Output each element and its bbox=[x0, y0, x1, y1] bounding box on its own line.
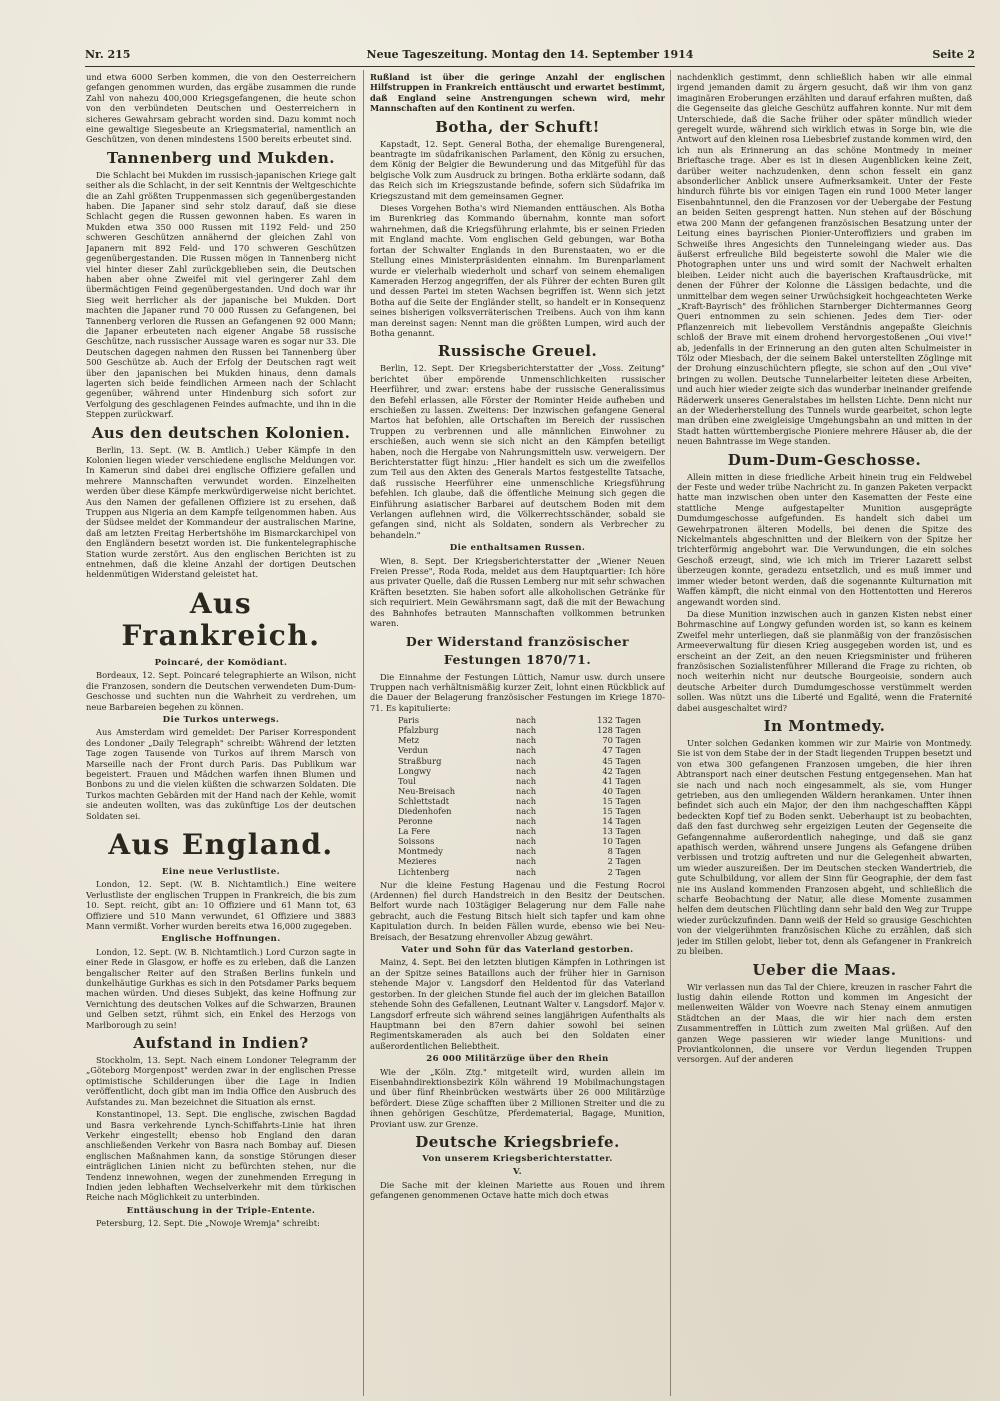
kriegsbriefe-continued: nachdenklich gestimmt, denn schließlich haben wir alle einmal irgend jemanden damit zu ärgern gesucht, daß wir ihm von ganz imaginären Eroberungen erzählten und darauf erfahren mußten, daß die Gegenseite das gleiche Geschütz auffahren konnte. Nur mit dem Unterschiede, daß die Sache früher oder später mündlich wieder geregelt wurde, während sich wirklich etwas in Sorge bin, wie die Antwort auf den kleinen rosa Liebesbrief zustande kommen wird, den ich nun als Erinnerung an das schöne Montmedy in meiner Brieftasche trage. Aber es ist in diesen Augenblicken keine Zeit, darüber weiter nachzudenken, denn schon fesselt ein ganz absonderlicher Anblick unsere Aufmerksamkeit. Unter der Feste hindurch führte bis vor einigen Tagen ein rund 1000 Meter langer Eisenbahntunnel, den die Franzosen vor der Uebergabe der Festung an beiden Seiten gesprengt hatten. Nun stehen auf der Böschung etwa 200 Mann der gefangenen französischen Besatzung unter der Leitung eines bayrischen Pionier-Unteroffiziers und graben im Schweiße ihres Angesichts den Tunneleingang wieder aus. Das äußerst erfreuliche Bild begeisterte sowohl die Maler wie die Photographen unter uns und wird somit der Nachwelt erhalten bleiben. Leider nicht auch die bayerischen Kraftausdrücke, mit denen der Führer der Kolonne die Lässigen bedachte, und die unmittelbar dem wegen seiner Urwüchsigkeit hochgeachteten Werke „Kraft-Bayrisch" des fröhlichen Starnberger Dichtermannes Georg Queri entnommen zu sein schienen. Jedes dem Tier- oder Pflanzenreich mit liebevollem Verständnis angepaßte Gleichnis schloß der Brave mit einem drohend hervorgestoßenen „Oui vive!" ab, jedenfalls in der Erinnerung an den guten alten Schulmeister in Tölz oder Miesbach, der die seinem Bakel unterstellten Zöglinge mit der Drohung einzuschüchtern pflegte, sie schon auf den „Oui vive" bringen zu wollen. Deutsche Tunnelarbeiter leiteten diese Arbeiten, und auch hier wieder zeigte sich das wunderbar ineinander greifende Räderwerk unseres Generalstabes im hellsten Lichte. Denn nicht nur an der Wiederherstellung des Tunnels wurde gearbeitet, schon legte man drüben eine zweigleisige Umgehungsbahn an und mitten in der Stadt hatten württembergische Pioniere mehrere Häuser ab, die der neuen Bahntrasse im Wege standen. bbox=[677, 72, 972, 447]
subheading-vater: Vater und Sohn für das Vaterland gestorben. bbox=[401, 945, 634, 956]
fortress-nach: nach bbox=[515, 715, 537, 726]
column-divider bbox=[363, 70, 364, 1396]
fortress-name: Mezieres bbox=[398, 856, 437, 867]
fortress-row bbox=[370, 867, 665, 877]
subheading-poincare: Poincaré, der Komödiant. bbox=[154, 657, 288, 668]
subheading-rhein: 26 000 Militärzüge über den Rhein bbox=[426, 1054, 609, 1065]
fortress-days: 47 Tagen bbox=[602, 745, 641, 756]
fortress-days: 10 Tagen bbox=[602, 836, 641, 847]
fortress-nach: nach bbox=[515, 856, 537, 867]
article-widerstand: Die Einnahme der Festungen Lüttich, Namur usw. durch unsere Truppen nach verhältnismäßig kurzer Zeit, lohnt einen Rückblick auf die Dauer der Belagerung französischer Festungen im Kriege 1870-71. Es kapitulierte: bbox=[370, 671, 665, 713]
headline-tannenberg: Tannenberg und Mukden. bbox=[107, 148, 335, 167]
fortress-days: 14 Tagen bbox=[602, 816, 641, 827]
article-hoffnungen: London, 12. Sept. (W. B. Nichtamtlich.) Lord Curzon sagte in einer Rede in Glasgow, er hoffe es zu erleben, daß die Lanzen bengalischer Reiter auf den Straßen Berlins funkeln und dunkelhäutige Gurkhas es sich in den Potsdamer Parks bequem machen würden. Und dieses Subjekt, das keine Hoffnung zur Vernichtung des deutschen Volkes auf die Schwarzen, Braunen und Gelben setzt, rühmt sich, ein Enkel des Herzogs von Marlborough zu sein! bbox=[86, 946, 356, 1030]
page-number: Seite 2 bbox=[932, 48, 975, 61]
fortress-row bbox=[370, 735, 665, 745]
fortress-name: Schlettstadt bbox=[398, 795, 450, 806]
fortress-nach: nach bbox=[515, 735, 537, 746]
fortress-row bbox=[370, 796, 665, 806]
fortress-name: Peronne bbox=[398, 816, 433, 827]
article-greuel: Berlin, 12. Sept. Der Kriegsberichterstatter der „Voss. Zeitung" berichtet über empörende Unmenschlichkeiten russischer Heerführer, und zwar: erstens habe der russische Generalissimus den Befehl erlassen, alle Förster der Rominter Heide aufheben und erschießen zu lassen. Zweitens: Der inzwischen gefangene General Martos hat befohlen, alle Ortschaften im Bereich der russischen Truppen zu verbrennen und alle männlichen Einwohner zu erschießen, auch wenn sie sich nicht an den Kämpfen beteiligt haben, noch die Hergabe von Nahrungsmitteln usw. verweigern. Der Berichterstatter fügt hinzu: „Hier handelt es sich um die zweifellos zum Teil aus den Akten des Generals Martos festgestellte Tatsache, daß russische Heerführer eine unmenschliche Kriegsführung befehlen. Ich glaube, daß die öffentliche Meinung sich gegen die Einführung asiatischer Barbarei auf deutschem Boden mit dem Verlangen auflehnen wird, die Völkerrechtsschänder, sobald sie gefangen sind, nicht als Soldaten, sondern als Verbrecher zu behandeln." bbox=[370, 363, 665, 540]
fortress-nach: nach bbox=[515, 775, 537, 786]
fortress-name: Diedenhofen bbox=[398, 805, 452, 816]
headline-montmedy: In Montmedy. bbox=[763, 716, 886, 735]
headline-widerstand: Der Widerstand französischer Festungen 1870/71. bbox=[405, 633, 630, 667]
subheading-berichterstatter: Von unserem Kriegsberichterstatter. bbox=[422, 1153, 613, 1164]
fortress-row bbox=[370, 826, 665, 836]
fortress-row bbox=[370, 846, 665, 856]
fortress-days: 128 Tagen bbox=[597, 725, 641, 736]
masthead-rule bbox=[85, 66, 975, 67]
article-kolonien: Berlin, 13. Sept. (W. B. Amtlich.) Ueber Kämpfe in den Kolonien liegen wieder verschiedene englische Meldungen vor. In Kamerun sind dabei drei englische Offiziere gefallen und mehrere Mannschaften verwundet worden. Einzelheiten werden über diese Kämpfe merkwürdigerweise nicht berichtet. Aus den Namen der gefallenen Offiziere ist zu ersehen, daß Truppen aus Nigeria an dem Kampfe teilgenommen haben. Aus der Südsee meldet der Kommandeur der australischen Marine, daß am letzten Freitag Herbertshöhe im Bismarckarchipel von den Engländern besetzt worden ist. Die funkentelegraphische Station wurde zerstört. Aus den englischen Berichten ist zu entnehmen, daß die kleine Anzahl der dortigen Deutschen heldenmütigen Widerstand geleistet hat. bbox=[86, 444, 356, 580]
fortress-days: 132 Tagen bbox=[597, 715, 641, 726]
fortress-row bbox=[370, 756, 665, 766]
fortress-days: 40 Tagen bbox=[602, 785, 641, 796]
headline-dumdum: Dum-Dum-Geschosse. bbox=[727, 450, 922, 469]
fortress-days: 2 Tagen bbox=[607, 866, 641, 877]
fortress-nach: nach bbox=[515, 805, 537, 816]
subheading-hoffnungen: Englische Hoffnungen. bbox=[161, 934, 281, 945]
fortress-name: Metz bbox=[398, 735, 420, 746]
issue-number: Nr. 215 bbox=[85, 48, 131, 61]
fortress-nach: nach bbox=[515, 836, 537, 847]
fortress-nach: nach bbox=[515, 816, 537, 827]
fortress-row bbox=[370, 715, 665, 725]
fortress-days: 42 Tagen bbox=[602, 765, 641, 776]
article-kriegsbriefe: Die Sache mit der kleinen Mariette aus Rouen und ihrem gefangenen genommenen Octave hatte mich doch etwas bbox=[370, 1179, 665, 1201]
article-widerstand-2: Nur die kleine Festung Hagenau und die Festung Rocroi (Ardennen) fiel durch Handstreich in den Besitz der Deutschen. Belfort wurde nach 103tägiger Belagerung nur dem Falle nahe gebracht, auch die Festung Bitsch hielt sich tapfer und kam ohne Kapitulation durch. In beiden Fällen wurde, ebenso wie bei Neu-Breisach, der Besatzung ehrenvoller Abzug gewährt. bbox=[370, 879, 665, 942]
article-tannenberg: Die Schlacht bei Mukden im russisch-japanischen Kriege galt seither als die Schlacht, in der seit Kenntnis der Weltgeschichte die an Zahl größten Truppenmassen sich gegenübergestanden haben. Die Japaner sind sehr stolz darauf, daß sie diese Schlacht gegen die Russen gewonnen haben. Es waren in Mukden etwa 350 000 Russen mit 1192 Feld- und 250 schweren Geschützen annähernd der gleichen Zahl von Japanern mit 892 Feld- und 170 schweren Geschützen gegenübergestanden. Die Russen mögen in Tannenberg nicht viel hinter dieser Zahl zurückgeblieben sein, die Deutschen haben aber ohne Zweifel mit viel geringerer Zahl dem übermächtigen Feind gegenübergestanden. Und doch war ihr Sieg weit herrlicher als der japanische bei Mukden. Dort machten die Japaner rund 70 000 Russen zu Gefangenen, bei Tannenberg verloren die Russen an Gefangenen 92 000 Mann; die Japaner erbeuteten nach eigener Angabe 58 russische Geschütze, nach russischer Aussage waren es sogar nur 33. Die Deutschen dagegen nahmen den Russen bei Tannenberg über 500 Geschütze ab. Auch der Erfolg der Deutschen ragt weit über den japanischen bei Mukden hinaus, denn damals lagerten sich beide feindlichen Armeen nach der Schlacht gegenüber, während unter Hindenburg sich sofort zur Verfolgung des geschlagenen Feindes aufmachte, und ihn in die Steppen zurückwarf. bbox=[86, 169, 356, 420]
article-maas: Wir verlassen nun das Tal der Chiere, kreuzen in rascher Fahrt die lustig dahin eilende Rotton und kommen im Angesicht der meilenweiten Wälder von Woevre nach Stenay einem anmutigen Städtchen an der Maas, die wir hier nach dem ersten Zusammentreffen in Lüttich zum zweiten Mal grüßen. Auf den ganzen Wege passieren wir wieder lange Munitions- und Proviantkolonnen, die unsere vor Verdun liegenden Truppen versorgen. Auf der anderen bbox=[677, 981, 972, 1065]
fortress-name: Pfalzburg bbox=[398, 725, 439, 736]
fortress-name: Lichtenberg bbox=[398, 866, 450, 877]
fortress-nach: nach bbox=[515, 795, 537, 806]
fortress-row bbox=[370, 725, 665, 735]
fortress-name: Toul bbox=[398, 775, 416, 786]
fortress-name: Soissons bbox=[398, 836, 435, 847]
article-botha: Kapstadt, 12. Sept. General Botha, der ehemalige Burengeneral, beantragte im südafrikanischen Parlament, den König zu ersuchen, dem König der Belgier die Bewunderung und das Mitgefühl für das belgische Volk zum Ausdruck zu bringen. Botha erklärte sodann, daß das Reich sich im Kriegszustande befinde, sofern sich Südafrika im Kriegszustand mit dem gemeinsamen Gegner. bbox=[370, 138, 665, 201]
fortress-row bbox=[370, 745, 665, 755]
article-rhein: Wie der „Köln. Ztg." mitgeteilt wird, wurden allein im Eisenbahndirektionsbezirk Köln während 19 Mobilmachungstagen und über fünf Rheinbrücken westwärts über 26 000 Militärzüge befördert. Diese Züge schafften über 2 Millionen Streiter und die zu ihnen gehörigen Geschütze, Pferdematerial, Bagage, Munition, Proviant usw. zur Grenze. bbox=[370, 1066, 665, 1129]
fortress-nach: nach bbox=[515, 785, 537, 796]
fortress-nach: nach bbox=[515, 846, 537, 857]
article-konstantinopel: Konstantinopel, 13. Sept. Die englische, zwischen Bagdad und Basra verkehrende Lynch-Schiffahrts-Linie hat ihren Verkehr eingestellt; ebenso hob England den daran anschließenden Verkehr von Basra nach Bombay auf. Diesen englischen Maßnahmen kann, da sonstige Störungen dieser einträglichen Linien nicht zu befürchten stehen, nur die Tendenz innewohnen, wegen der zunehmenden Erregung in Indien jeden lebhaften Wechselverkehr mit dem türkischen Reiche nach Möglichkeit zu unterbinden. bbox=[86, 1109, 356, 1203]
article-turkos: Aus Amsterdam wird gemeldet: Der Pariser Korrespondent des Londoner „Daily Telegraph" schreibt: Während der letzten Tage zogen Tausende von Turkos auf ihrem Marsch von Marseille nach der Front durch Paris. Das Publikum war begeistert. Frauen und Mädchen warfen ihnen Blumen und Bonbons zu und die vielen küßten die schwarzen Soldaten. Die Turkos machten Gebärden mit der Hand nach der Kehle, womit sie andeuten wollten, was das zukünftige Los der deutschen Soldaten sei. bbox=[86, 727, 356, 821]
fortress-nach: nach bbox=[515, 866, 537, 877]
fortress-days: 15 Tagen bbox=[602, 795, 641, 806]
column-2 bbox=[370, 72, 665, 1394]
fortress-name: Montmedy bbox=[398, 846, 443, 857]
fortress-days: 2 Tagen bbox=[607, 856, 641, 867]
fortress-days: 41 Tagen bbox=[602, 775, 641, 786]
article-enthaltsam: Wien, 8. Sept. Der Kriegsberichterstatter der „Wiener Neuen Freien Presse", Roda Roda, meldet aus dem Hauptquartier: Ich höre aus privater Quelle, daß die Russen Lemberg nur mit sehr schwachen Kräften besetzten. Sie haben sofort alle alkoholischen Getränke für sich requiriert. Mein Gewährsmann sagt, daß die mit der Bewachung des Bahnhofes betrauten Mannschaften vollkommen betrunken waren. bbox=[370, 555, 665, 629]
article-dumdum: Allein mitten in diese friedliche Arbeit hinein trug ein Feldwebel der Feste und weder trübe Nachricht zu. In ganzen Paketen verpackt hatte man inzwischen oben unter den Kasematten der Feste eine stattliche Menge aufgestapelter Munition ausgeprägte Dumdumgeschosse aufgefunden. Es handelt sich dabei um Gewehrpatronen älteren Modells, bei denen die Spitze des Nickelmantels abgeschnitten und der Bleikern von der Spitze her trichterförmig angebohrt war. Die Verwundungen, die ein solches Geschoß erzeugt, sind, wie ich mich im Trierer Lazarett selbst überzeugen konnte, geradezu entsetzlich, und es muß immer und immer wieder betont werden, daß die sogenannte Kulturnation mit Waffen kämpft, die nicht einmal von den Hottentotten und Hereros angewandt worden sind. bbox=[677, 471, 972, 607]
subheading-enthaltsam: Die enthaltsamen Russen. bbox=[449, 543, 586, 554]
fortress-days: 15 Tagen bbox=[602, 805, 641, 816]
article-botha-2: Dieses Vorgehen Botha's wird Niemanden enttäuschen. Als Botha im Burenkrieg das Kommando übernahm, konnte man sofort wahrnehmen, daß die Kriegsführung erlahmte, bis er seinen Frieden mit England machte. Vom englischen Geld gebungen, war Botha fortan der Schwalter Englands in den Burenstaaten, wo er die Stellung eines Ministerpräsidenten einnahm. Im Burenparlament wurde er vielerhalb wiederholt und scharf von seinem ehemaligen Kameraden Herzog angegriffen, der als Führer der echten Buren gilt und dessen Partei im steten Wachsen begriffen ist. Wenn sich jetzt Botha auf die Seite der Engländer stellt, so handelt er in Konsequenz seines bisherigen volksverräterischen Treibens. Auch von ihm kann man dereinst sagen: Nennt man die größten Lumpen, wird auch der Botha genannt. bbox=[370, 203, 665, 338]
section-title-england: Aus England. bbox=[108, 827, 334, 861]
headline-botha: Botha, der Schuft! bbox=[435, 117, 600, 136]
fortress-row bbox=[370, 806, 665, 816]
headline-maas: Ueber die Maas. bbox=[752, 960, 897, 979]
masthead-title: Neue Tageszeitung. Montag den 14. September 1914 bbox=[366, 48, 694, 61]
fortress-name: Paris bbox=[398, 715, 420, 726]
fortress-row bbox=[370, 836, 665, 846]
section-title-frankreich: Aus Frankreich. bbox=[121, 586, 321, 652]
article-indien: Stockholm, 13. Sept. Nach einem Londoner Telegramm der „Göteborg Morgenpost" werden zwar in der englischen Presse optimistische Schilderungen über die Lage in Indien veröffentlicht, doch gibt man im India Office den Ausbruch des Aufstandes zu. Man bezeichnet die Situation als ernst. bbox=[86, 1055, 356, 1107]
headline-indien: Aufstand in Indien? bbox=[133, 1034, 309, 1053]
article-entente: Petersburg, 12. Sept. Die „Nowoje Wremja" schreibt: bbox=[96, 1218, 320, 1229]
entente-continued: Rußland ist über die geringe Anzahl der englischen Hilfstruppen in Frankreich enttäuscht und erwartet bestimmt, daß England seine Anstrengungen schewn wird, mehr Mannschaften auf den Kontinent zu werfen. bbox=[370, 72, 665, 114]
article-verlustliste: London, 12. Sept. (W. B. Nichtamtlich.) Eine weitere Verlustliste der englischen Truppen in Frankreich, die bis zum 10. Sept. reicht, gibt an: 10 Offiziere und 61 Mann tot, 63 Offiziere und 510 Mann verwundet, 61 Offiziere und 3883 Mann vermißt. Vorher wurden bereits etwa 16,000 zugegeben. bbox=[86, 879, 356, 931]
masthead bbox=[85, 44, 975, 66]
fortress-row bbox=[370, 786, 665, 796]
letter-number: V. bbox=[513, 1167, 522, 1178]
fortress-name: Longwy bbox=[398, 765, 431, 776]
fortress-nach: nach bbox=[515, 826, 537, 837]
column-3 bbox=[677, 72, 972, 1394]
subheading-turkos: Die Turkos unterwegs. bbox=[162, 714, 280, 725]
column-divider bbox=[670, 70, 671, 1396]
fortress-nach: nach bbox=[515, 755, 537, 766]
fortress-nach: nach bbox=[515, 765, 537, 776]
fortress-days: 13 Tagen bbox=[602, 826, 641, 837]
article-poincare: Bordeaux, 12. Sept. Poincaré telegraphierte an Wilson, nicht die Franzosen, sondern die Deutschen verwendeten Dum-Dum-Geschosse und suchten nun die Wahrheit zu verdrehen, um neue Barbareien begehen zu können. bbox=[86, 670, 356, 712]
intro-paragraph: und etwa 6000 Serben kommen, die von den Oesterreichern gefangen genommen wurden, das ergäbe zusammen die runde Zahl von nahezu 400,000 Kriegsgefangenen, die heute schon von den verbündeten Deutschen und Oesterreichern in sicheres Gewahrsam gebracht worden sind. Dazu kommt noch eine gewaltige Siegesbeute an Kriegsmaterial, namentlich an Geschützen, von denen mindestens 1500 bereits erbeutet sind. bbox=[86, 72, 356, 145]
fortress-name: Verdun bbox=[398, 745, 429, 756]
fortress-days: 70 Tagen bbox=[602, 735, 641, 746]
fortress-days: 8 Tagen bbox=[607, 846, 641, 857]
fortress-name: La Fere bbox=[398, 826, 431, 837]
article-montmedy: Unter solchen Gedanken kommen wir zur Mairie von Montmedy. Sie ist von dem Stabe der in der Stadt liegenden Truppen besetzt und von etwa 300 gefangenen Franzosen umgeben, die hier ihren Abtransport nach einer deutschen Festung entgegensehen. Man hat sie nach und nach noch eingesammelt, als sie, vom Hunger getrieben, aus den umliegenden Wäldern herankamen. Unter ihnen befindet sich auch ein Major, der den ihm nachgeschafften Käppi bedeckten Kopf tief zu Boden senkt. Ueberhaupt ist zu beobachten, daß den fast durchweg sehr ergeizigen Leuten der Gegenseite die Gefangennahme außerordentlich naheginge, und daß sie ganz apathisch werden, während unsere Jungens als Gefangene drüben verbissen und trotzig auftreten und nur die Gelegenheit abwarten, um wieder auszureißen. Der im Deutschen stecken Wandertrieb, die gute Schulbildung, vor allem der Sinn für Geographie, der dem fast nie ins Ausland kommenden Franzosen abgeht, und schließlich die scharfe Beobachtung der Natur, alle diese Momente zusammen helfen dem deutschen Flüchtling dann sehr bald den Weg zur Truppe wieder zurückzufinden. Dann weiß der Held so grausige Geschichten von der vielgerühmten französischen Küche zu erzählen, daß sich jeder im Stillen gelobt, lieber tot, denn als Gefangener in Frankreich zu bleiben. bbox=[677, 737, 972, 957]
fortress-name: Straßburg bbox=[398, 755, 442, 766]
fortress-name: Neu-Breisach bbox=[398, 785, 456, 796]
fortress-nach: nach bbox=[515, 745, 537, 756]
fortress-days: 45 Tagen bbox=[602, 755, 641, 766]
fortress-row bbox=[370, 776, 665, 786]
fortress-nach: nach bbox=[515, 725, 537, 736]
fortress-row bbox=[370, 816, 665, 826]
subheading-verlustliste: Eine neue Verlustliste. bbox=[161, 866, 281, 877]
column-1 bbox=[86, 72, 356, 1394]
fortress-row bbox=[370, 766, 665, 776]
subheading-entente: Enttäuschung in der Triple-Entente. bbox=[126, 1205, 316, 1216]
article-vater: Mainz, 4. Sept. Bei den letzten blutigen Kämpfen in Lothringen ist an der Spitze seines Bataillons auch der früher hier in Garnison stehende Major v. Langsdorf den Heldentod für das Vaterland gestorben. In der gleichen Stunde fiel auch der im gleichen Bataillon stehende Sohn des Gefallenen, Leutnant Walter v. Langsdorf. Major v. Langsdorf erfreute sich während seines langjährigen Aufenthalts als Hauptmann bei den 87ern dahier sowohl bei seinen Regimentskameraden als auch bei den Soldaten einer außerordentlichen Beliebtheit. bbox=[370, 957, 665, 1051]
article-dumdum-2: Da diese Munition inzwischen auch in ganzen Kisten nebst einer Bohrmaschine auf Longwy gefunden worden ist, so kann es keinem Zweifel mehr unterliegen, daß sie planmäßig von der französischen Armeeverwaltung für diesen Krieg ausgegeben worden ist, und es erscheint an der Zeit, an den neuen Kriegsminister und früheren französischen Sozialistenführer Millerand die Frage zu richten, ob noch weiterhin nicht nur deutsche Bourgeoisie, sondern auch deutsche Arbeiter durch Dumdumgeschosse verstümmelt werden sollen. Was nützt uns die Liberté und Egalité, wenn die Fraternité dabei ausgeschaltet wird? bbox=[677, 608, 972, 713]
headline-kolonien: Aus den deutschen Kolonien. bbox=[91, 423, 351, 442]
fortress-row bbox=[370, 856, 665, 866]
fortress-table bbox=[370, 715, 665, 877]
headline-greuel: Russische Greuel. bbox=[437, 342, 598, 361]
headline-kriegsbriefe: Deutsche Kriegsbriefe. bbox=[415, 1132, 620, 1151]
